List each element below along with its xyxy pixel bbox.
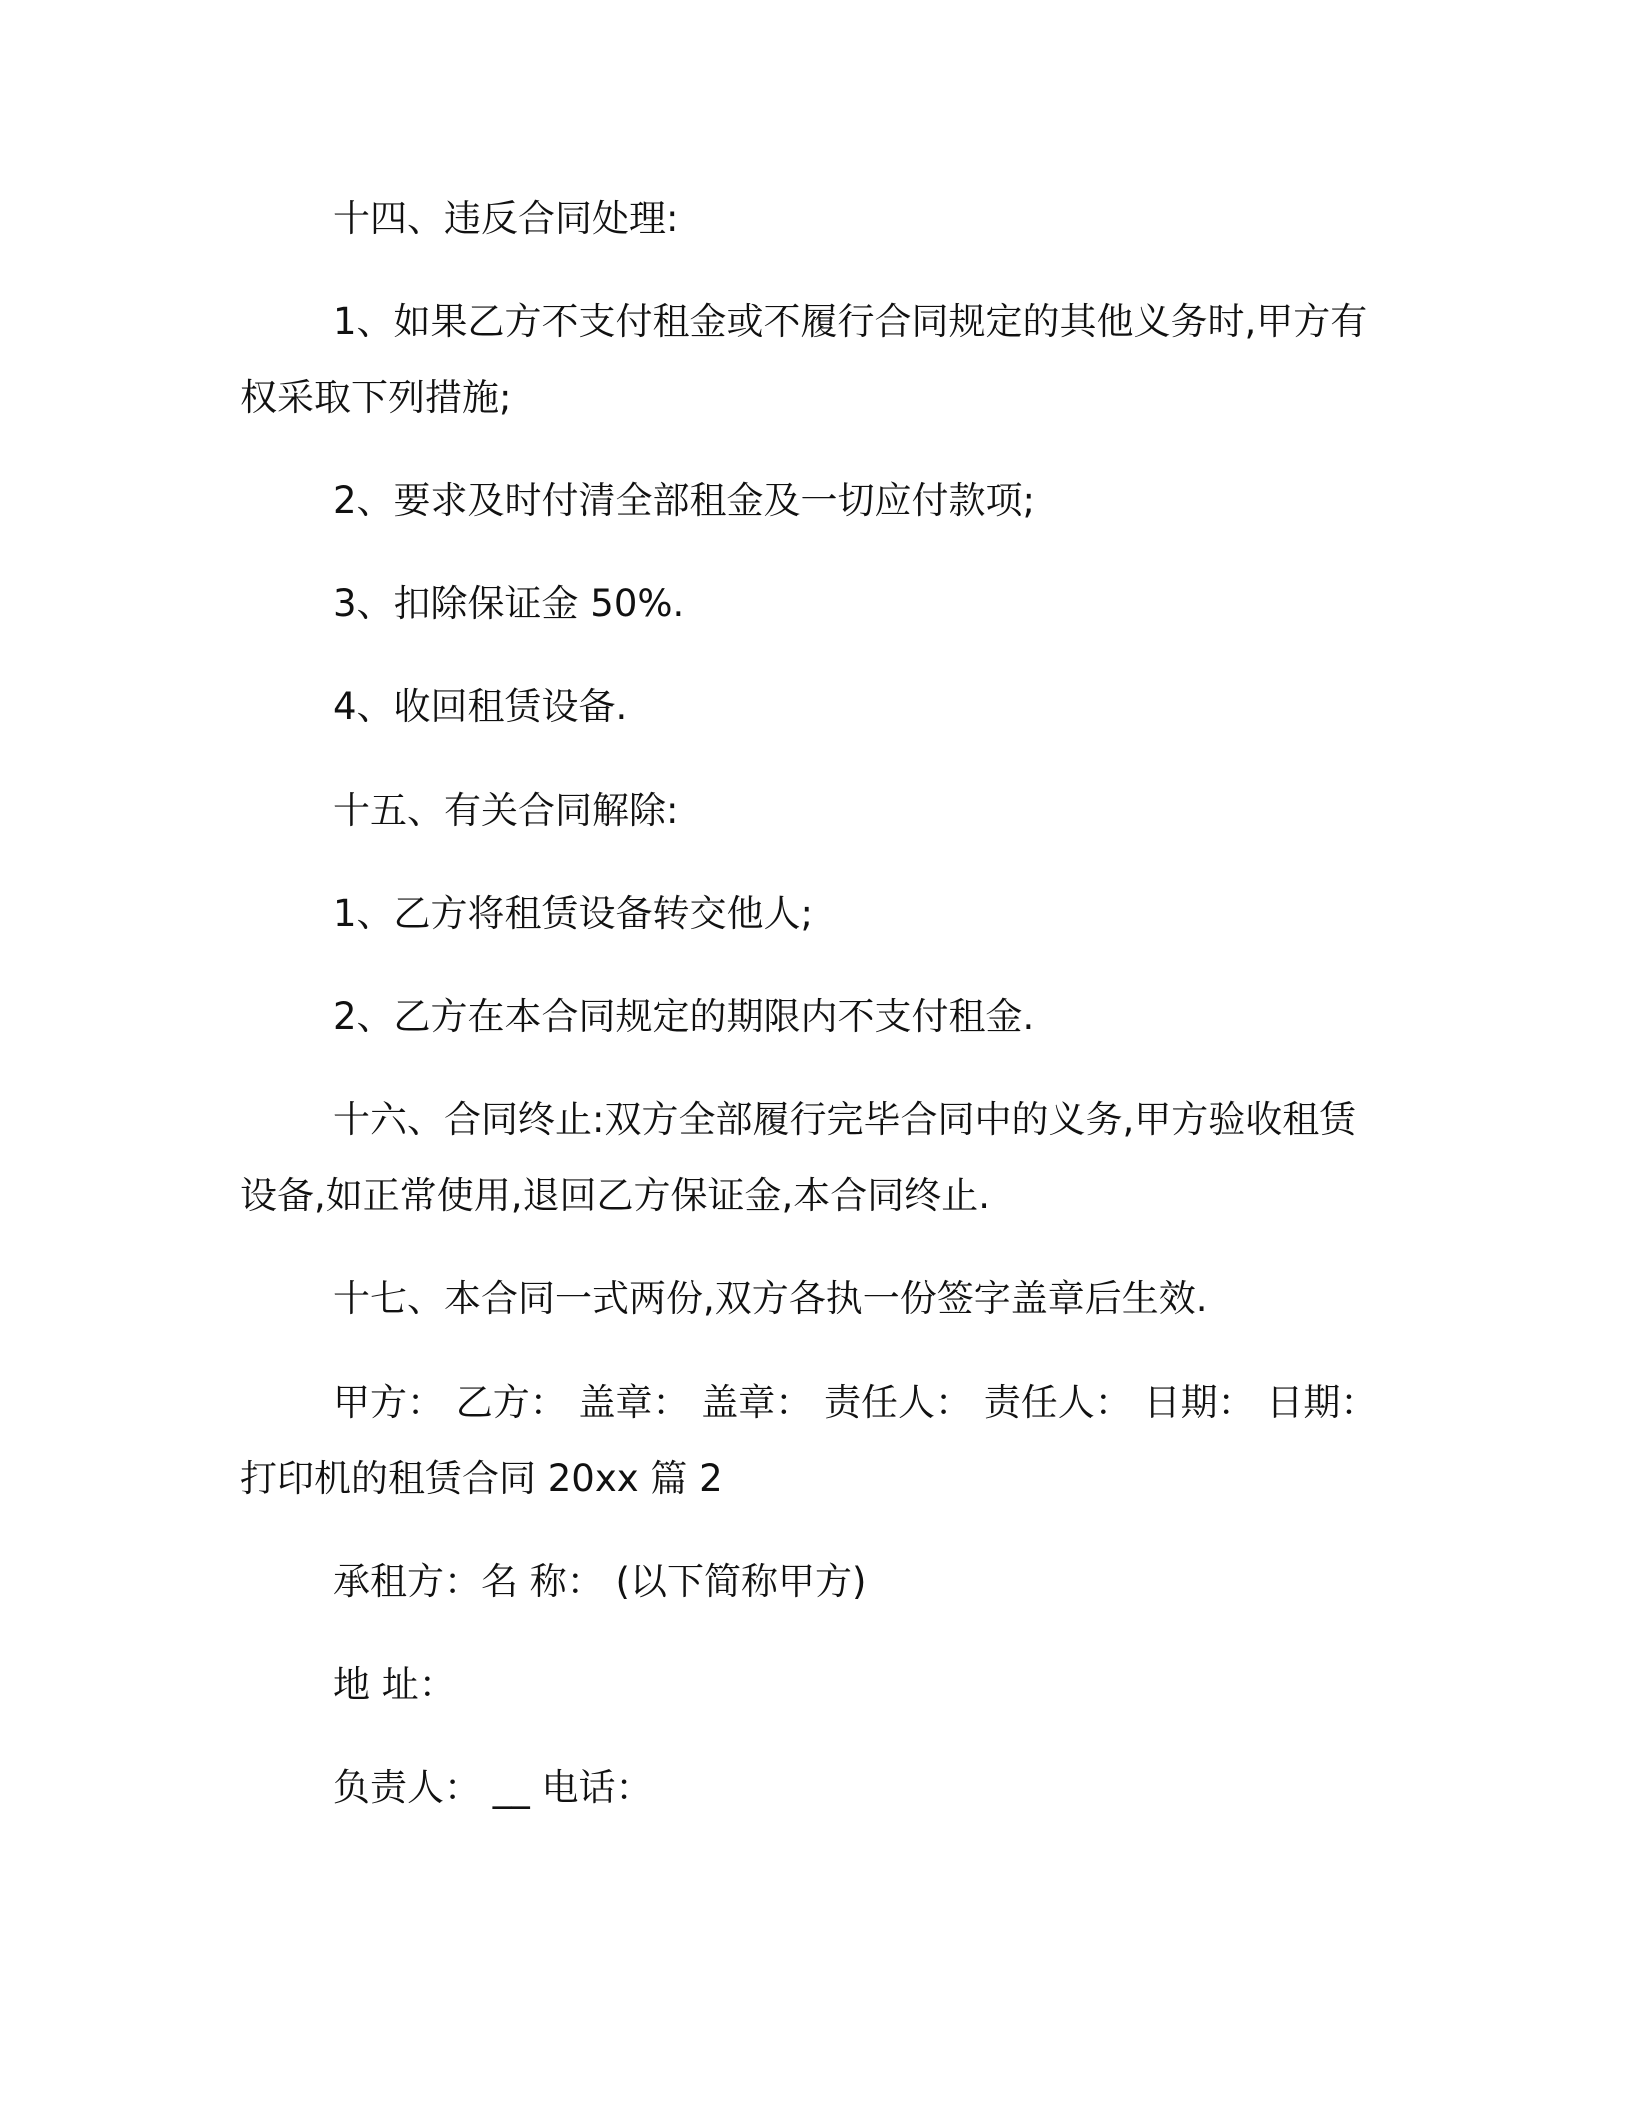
lessee-contact: 负责人： __ 电话： (333, 1766, 653, 1809)
clause-14-3: 3、扣除保证金 50%. (333, 582, 685, 625)
section-16-line-2: 设备,如正常使用,退回乙方保证金,本合同终止. (240, 1174, 991, 1217)
clause-15-1: 1、乙方将租赁设备转交他人; (333, 892, 814, 935)
clause-15-2: 2、乙方在本合同规定的期限内不支付租金. (333, 995, 1035, 1038)
section-14-heading: 十四、违反合同处理: (333, 197, 679, 240)
contract-title-part-2: 打印机的租赁合同 20xx 篇 2 (240, 1457, 723, 1500)
clause-14-4: 4、收回租赁设备. (333, 685, 628, 728)
signature-block: 甲方： 乙方： 盖章： 盖章： 责任人： 责任人： 日期： 日期： (333, 1381, 1378, 1424)
section-15-heading: 十五、有关合同解除: (333, 789, 679, 832)
clause-14-2: 2、要求及时付清全部租金及一切应付款项; (333, 479, 1036, 522)
clause-14-1-line-1: 1、如果乙方不支付租金或不履行合同规定的其他义务时,甲方有 (333, 300, 1368, 343)
lessee-name: 承租方：名 称： (以下简称甲方) (333, 1560, 867, 1603)
section-16-line-1: 十六、合同终止:双方全部履行完毕合同中的义务,甲方验收租赁 (333, 1098, 1357, 1141)
clause-14-1-line-2: 权采取下列措施; (240, 376, 512, 419)
lessee-address: 地 址： (333, 1663, 456, 1706)
section-17: 十七、本合同一式两份,双方各执一份签字盖章后生效. (333, 1277, 1208, 1320)
